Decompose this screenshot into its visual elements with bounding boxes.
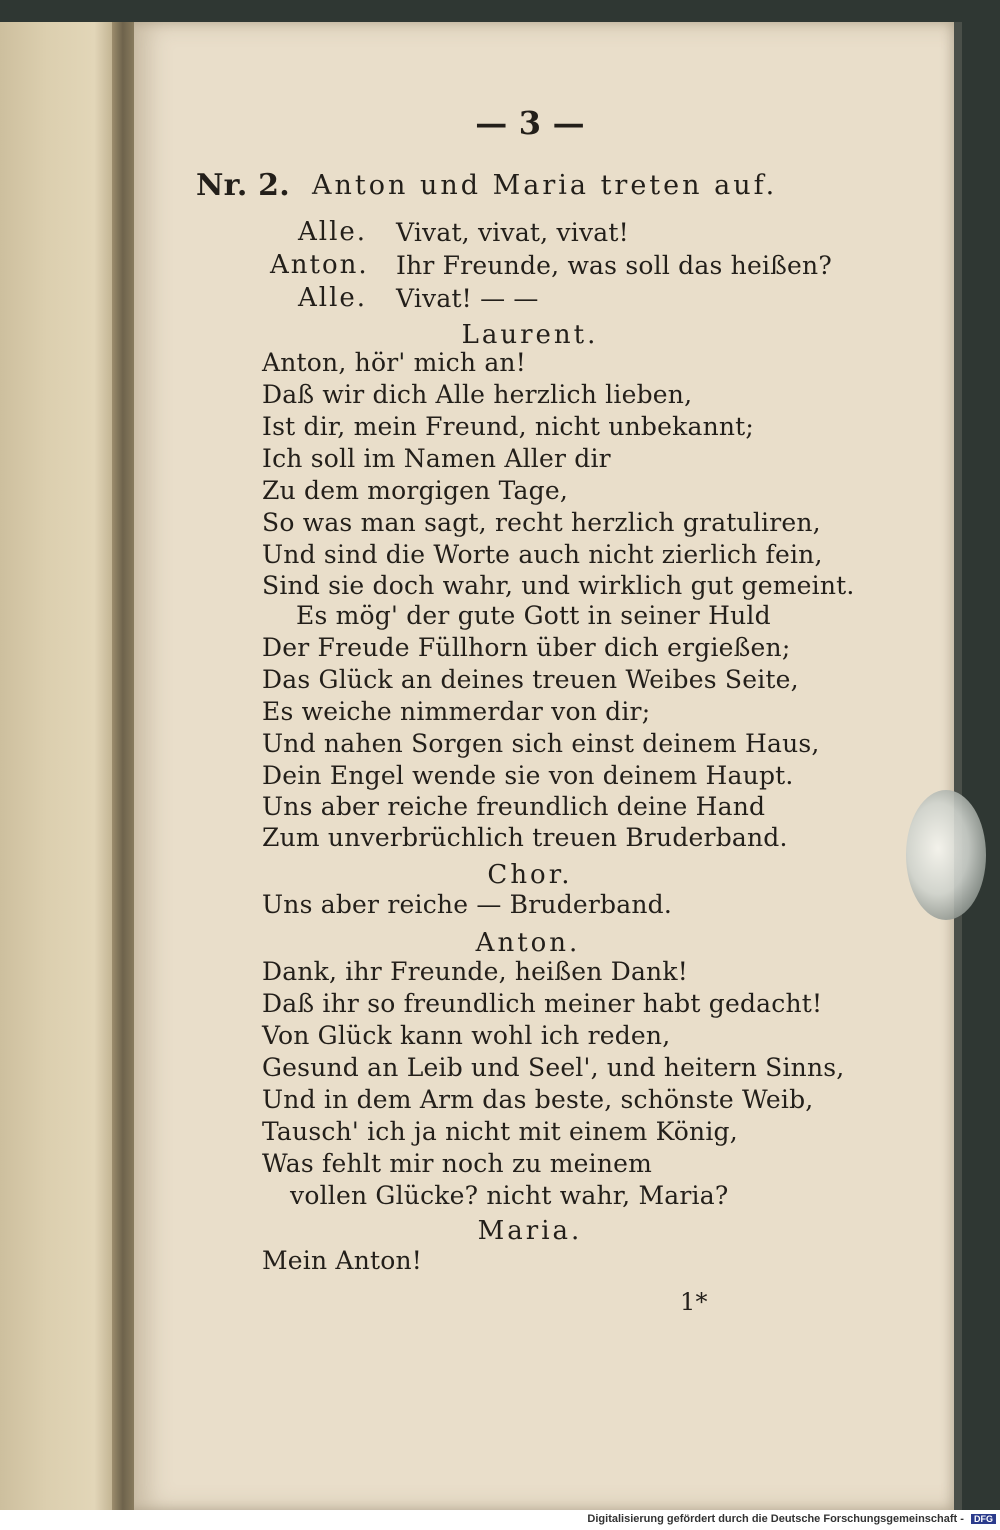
book-gutter	[112, 22, 136, 1510]
number-label: Nr. 2.	[196, 168, 290, 203]
verse-line: Uns aber reiche — Bruderband.	[262, 890, 673, 919]
verse-line: Mein Anton!	[262, 1246, 423, 1275]
verse-line: Ist dir, mein Freund, nicht unbekannt;	[262, 412, 755, 441]
section-heading-anton: Anton.	[475, 928, 581, 958]
verse-line: Daß ihr so freundlich meiner habt gedacht!	[262, 989, 823, 1018]
verse-line: Es mög' der gute Gott in seiner Huld	[296, 601, 771, 630]
left-page-edge	[0, 22, 118, 1510]
page-edge	[954, 22, 962, 1510]
dialogue-line: Vivat! — —	[396, 284, 539, 313]
speaker-label: Alle.	[298, 217, 368, 247]
verse-line: Anton, hör' mich an!	[262, 348, 526, 377]
footer-text: Digitalisierung gefördert durch die Deutsche Forschungsgemeinschaft -	[587, 1513, 964, 1525]
speaker-label: Alle.	[298, 283, 368, 313]
digitization-footer	[560, 1513, 996, 1529]
verse-line: Gesund an Leib und Seel', und heitern Sinns,	[262, 1053, 845, 1082]
dialogue-line: Ihr Freunde, was soll das heißen?	[396, 251, 832, 280]
section-heading-maria: Maria.	[477, 1216, 583, 1246]
verse-line: Was fehlt mir noch zu meinem	[262, 1149, 653, 1178]
verse-line: Und in dem Arm das beste, schönste Weib,	[262, 1085, 814, 1114]
verse-line: Und sind die Worte auch nicht zierlich fein,	[262, 540, 823, 569]
dialogue-line: Vivat, vivat, vivat!	[396, 218, 629, 247]
dfg-logo-icon: DFG	[971, 1514, 996, 1524]
verse-line: Und nahen Sorgen sich einst deinem Haus,	[262, 729, 820, 758]
verse-line: Dank, ihr Freunde, heißen Dank!	[262, 957, 688, 986]
verse-line: Das Glück an deines treuen Weibes Seite,	[262, 665, 799, 694]
verse-line: Daß wir dich Alle herzlich lieben,	[262, 380, 693, 409]
speaker-label: Anton.	[270, 250, 369, 280]
signature-mark: 1*	[680, 1288, 708, 1316]
verse-line: Ich soll im Namen Aller dir	[262, 444, 611, 473]
stage-direction: Anton und Maria treten auf.	[312, 170, 778, 201]
verse-line: vollen Glücke? nicht wahr, Maria?	[290, 1181, 729, 1210]
verse-line: Sind sie doch wahr, und wirklich gut gemeint.	[262, 571, 855, 600]
page-clip-icon	[906, 790, 986, 920]
verse-line: So was man sagt, recht herzlich gratuliren,	[262, 508, 821, 537]
verse-line: Zum unverbrüchlich treuen Bruderband.	[262, 823, 788, 852]
verse-line: Von Glück kann wohl ich reden,	[262, 1021, 671, 1050]
verse-line: Dein Engel wende sie von deinem Haupt.	[262, 761, 794, 790]
verse-line: Es weiche nimmerdar von dir;	[262, 697, 651, 726]
section-heading-chor: Chor.	[487, 860, 573, 890]
verse-line: Der Freude Füllhorn über dich ergießen;	[262, 633, 791, 662]
verse-line: Zu dem morgigen Tage,	[262, 476, 569, 505]
section-heading-laurent: Laurent.	[461, 320, 599, 350]
verse-line: Tausch' ich ja nicht mit einem König,	[262, 1117, 738, 1146]
page-number: — 3 —	[475, 104, 585, 142]
verse-line: Uns aber reiche freundlich deine Hand	[262, 792, 766, 821]
